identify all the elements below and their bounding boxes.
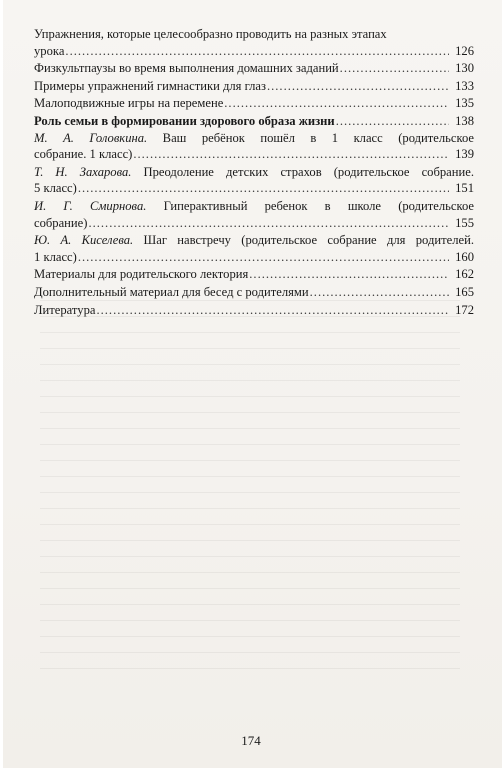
toc-entry-first-line <box>34 130 474 147</box>
dot-leader <box>65 43 449 60</box>
toc-page-number: 160 <box>455 249 474 264</box>
toc-entry-title-cont: 5 класс) <box>34 181 77 196</box>
toc-entry[interactable] <box>34 232 474 265</box>
toc-entry-title-cont: урока <box>34 43 65 58</box>
toc-entry-title: Дополнительный материал для бесед с родителями <box>34 284 309 299</box>
toc-entry-title: Литература <box>34 302 96 317</box>
toc-entry-first-line <box>34 164 474 181</box>
toc-entry[interactable] <box>34 266 474 283</box>
toc-entry-first-line <box>34 232 474 249</box>
toc-entry[interactable] <box>34 284 474 301</box>
toc-page-number: 126 <box>455 43 474 58</box>
dot-leader <box>249 266 449 283</box>
toc-entry[interactable] <box>34 95 474 112</box>
toc-entry-title: Ваш ребёнок пошёл в 1 класс (родительское <box>162 130 474 145</box>
toc-page-number: 139 <box>455 147 474 162</box>
dot-leader <box>78 249 449 266</box>
dot-leader <box>96 302 449 319</box>
toc-page-number: 130 <box>455 61 474 76</box>
toc-entry[interactable] <box>34 302 474 319</box>
dot-leader <box>336 113 449 130</box>
toc-entry-title-cont: собрание. 1 класс) <box>34 147 133 162</box>
toc-entry[interactable] <box>34 164 474 197</box>
toc-entry-title: Материалы для родительского лектория <box>34 267 249 282</box>
toc-entry-title: Упражнения, которые целесообразно проводить на разных этапах <box>34 27 387 41</box>
toc-entry-title-cont: 1 класс) <box>34 249 77 264</box>
toc-entry-author: Т. Н. Захарова. <box>34 164 132 179</box>
toc-page-number: 172 <box>455 302 474 317</box>
toc-entry-author: М. А. Головкина. <box>34 130 148 145</box>
toc-entry-author: Ю. А. Киселева. <box>34 233 134 248</box>
toc-page-number: 165 <box>455 284 474 299</box>
toc-page-number: 138 <box>455 113 474 128</box>
toc-entry-title: Шаг навстречу (родительское собрание для родителей. <box>143 233 474 248</box>
toc-entry-first-line <box>34 198 474 215</box>
toc-entry[interactable] <box>34 130 474 163</box>
bleed-through-shadow <box>40 300 460 700</box>
toc-entry-title: Примеры упражнений гимнастики для глаз <box>34 78 266 93</box>
dot-leader <box>88 215 449 232</box>
toc-page-number: 135 <box>455 96 474 111</box>
toc-section-heading[interactable] <box>34 113 474 130</box>
toc-entry-title: Малоподвижные игры на перемене <box>34 96 224 111</box>
toc-entry-title: Физкультпаузы во время выполнения домашних заданий <box>34 61 339 76</box>
toc-entry[interactable] <box>34 198 474 231</box>
toc-entry[interactable] <box>34 78 474 95</box>
toc-entry-author: И. Г. Смирнова. <box>34 198 147 213</box>
toc-entry-title: Роль семьи в формировании здорового образа жизни <box>34 113 335 128</box>
dot-leader <box>133 146 449 163</box>
dot-leader <box>78 180 449 197</box>
toc-page-number: 133 <box>455 78 474 93</box>
toc-entry-title: Преодоление детских страхов (родительское собрание. <box>143 164 474 179</box>
toc-entry[interactable] <box>34 60 474 77</box>
toc-entry[interactable] <box>34 26 474 59</box>
toc-page-number: 155 <box>455 215 474 230</box>
toc-page-number: 151 <box>455 181 474 196</box>
table-of-contents <box>34 26 474 318</box>
dot-leader <box>224 95 449 112</box>
dot-leader <box>340 60 449 77</box>
toc-entry-title-cont: собрание) <box>34 215 88 230</box>
page-number: 174 <box>241 733 261 748</box>
toc-entry-title: Гиперактивный ребенок в школе (родительское <box>163 198 474 213</box>
dot-leader <box>310 284 449 301</box>
toc-page-number: 162 <box>455 267 474 282</box>
dot-leader <box>267 78 449 95</box>
